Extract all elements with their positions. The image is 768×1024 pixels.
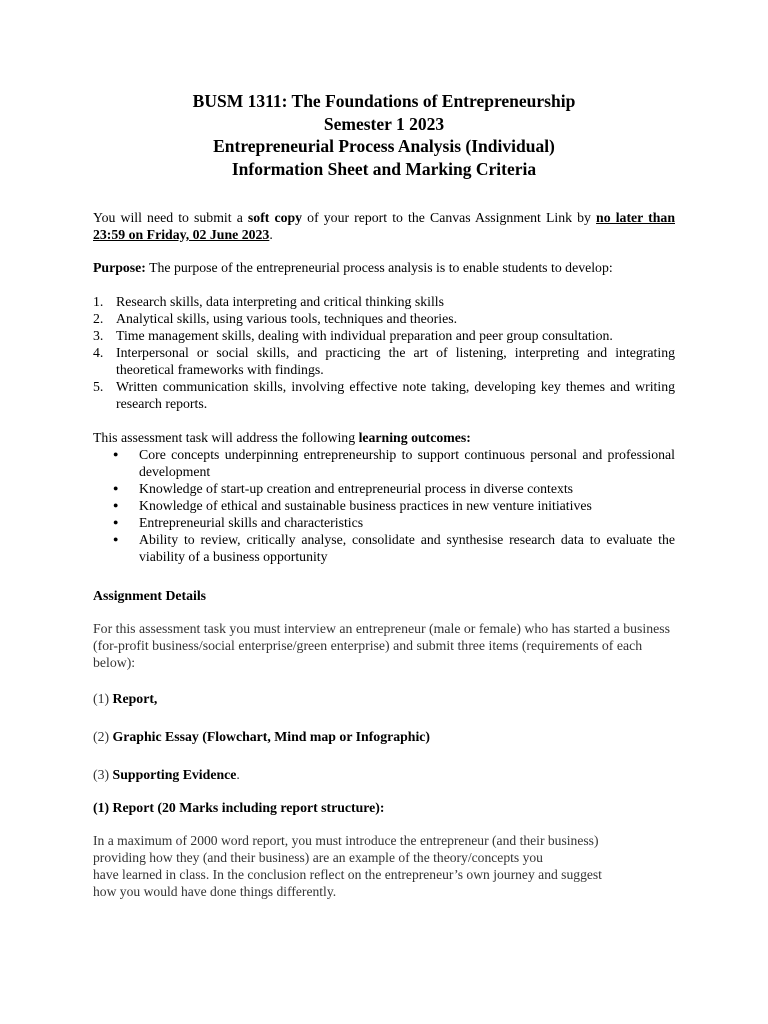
submission-suffix: . (269, 227, 273, 242)
item-report (93, 690, 675, 707)
item-label: Supporting Evidence (112, 767, 237, 782)
assignment-intro: For this assessment task you must interview an entrepreneur (male or female) who has started a business (for-profit business/social enterprise/green enterprise) and submit three items (requirements of each below): (93, 621, 671, 670)
assessment-title: Entrepreneurial Process Analysis (Individual) (213, 136, 555, 156)
list-text: Knowledge of start-up creation and entrepreneurial process in diverse contexts (139, 481, 574, 496)
list-number: 4. (93, 345, 104, 360)
document-body (93, 209, 675, 900)
soft-copy-text: soft copy (247, 210, 303, 225)
list-text: Knowledge of ethical and sustainable business practices in new venture initiatives (139, 498, 592, 513)
submission-middle: of your report to the Canvas Assignment Link by (302, 210, 597, 225)
outcomes-list (93, 446, 675, 565)
sheet-title: Information Sheet and Marking Criteria (231, 158, 537, 179)
list-number: 1. (93, 294, 104, 309)
purpose-paragraph (93, 259, 675, 276)
report-line: have learned in class. In the conclusion reflect on the entrepreneur’s own journey and suggest (93, 867, 602, 882)
list-text: Time management skills, dealing with individual preparation and peer group consultation. (116, 328, 613, 343)
outcomes-intro (93, 429, 675, 446)
list-number: 2. (93, 311, 104, 326)
list-number: 3. (93, 328, 104, 343)
list-number: 5. (93, 379, 104, 394)
skills-list (93, 293, 675, 412)
item-number: (1) (93, 691, 113, 706)
item-graphic-essay (93, 728, 675, 745)
bullet-icon: ● (113, 517, 119, 527)
bullet-icon: ● (113, 483, 119, 493)
list-text: Written communication skills, involving effective note taking, developing key themes and writing research reports. (116, 379, 675, 411)
purpose-label: Purpose: (93, 260, 146, 275)
list-item (93, 514, 675, 531)
list-text: Analytical skills, using various tools, techniques and theories. (116, 311, 458, 326)
list-item (93, 531, 675, 565)
bullet-icon: ● (113, 534, 119, 544)
list-item (93, 344, 675, 378)
list-item (93, 497, 675, 514)
item-label: Report, (112, 691, 158, 706)
list-text: Entrepreneurial skills and characteristics (139, 515, 364, 530)
report-line: providing how they (and their business) are an example of the theory/concepts you (93, 850, 543, 865)
list-text: Interpersonal or social skills, and practicing the art of listening, interpreting and integrating theoretical frameworks with findings. (116, 345, 675, 377)
list-item (93, 480, 675, 497)
report-description (93, 832, 675, 900)
list-text: Core concepts underpinning entrepreneurship to support continuous personal and professional development (139, 447, 675, 479)
item-number: (2) (93, 729, 113, 744)
deadline-text: no later than 23:59 on Friday, 02 June 2023 (93, 210, 675, 242)
bullet-icon: ● (113, 449, 119, 459)
submission-paragraph (93, 209, 675, 243)
list-text: Ability to review, critically analyse, consolidate and synthesise research data to evaluate the viability of a business opportunity (139, 532, 675, 564)
item-supporting-evidence (93, 766, 675, 783)
bullet-icon: ● (113, 500, 119, 510)
list-item (93, 327, 675, 344)
outcomes-intro-text: This assessment task will address the following (93, 430, 359, 445)
course-title: BUSM 1311: The Foundations of Entrepreneurship (192, 91, 576, 111)
list-item (93, 293, 675, 310)
item-label: Graphic Essay (Flowchart, Mind map or Infographic) (112, 729, 431, 744)
document-title (93, 90, 675, 180)
list-text: Research skills, data interpreting and critical thinking skills (116, 294, 444, 309)
learning-outcomes-label: learning outcomes: (358, 430, 471, 445)
purpose-text: The purpose of the entrepreneurial process analysis is to enable students to develop: (145, 260, 613, 275)
report-heading: (1) Report (20 Marks including report structure): (93, 800, 385, 815)
assignment-heading: Assignment Details (93, 588, 207, 603)
report-line: In a maximum of 2000 word report, you must introduce the entrepreneur (and their business) (93, 833, 599, 848)
list-item (93, 378, 675, 412)
report-line: how you would have done things differently. (93, 884, 337, 899)
list-item (93, 310, 675, 327)
item-suffix: . (236, 767, 240, 782)
list-item (93, 446, 675, 480)
item-number: (3) (93, 767, 113, 782)
submission-prefix: You will need to submit a (93, 210, 248, 225)
semester-title: Semester 1 2023 (323, 113, 445, 134)
